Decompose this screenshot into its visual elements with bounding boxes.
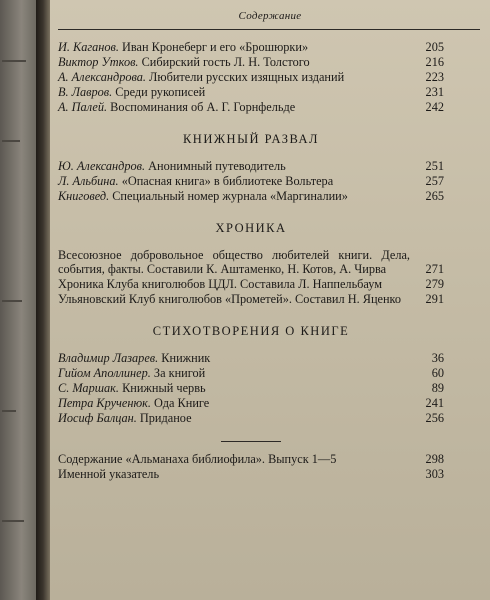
header-rule: [58, 29, 480, 30]
prev-page-line: [2, 60, 26, 62]
entry-title: Ульяновский Клуб книголюбов «Прометей». Составил Н. Яценко: [58, 292, 402, 306]
entry-author: Петра Крученюк.: [58, 396, 151, 410]
toc-entry: [58, 159, 444, 173]
section-title-stikhi: СТИХОТВОРЕНИЯ О КНИГЕ: [152, 324, 350, 338]
entry-author: А. Александрова.: [58, 70, 146, 84]
section-title-knizhny: КНИЖНЫЙ РАЗВАЛ: [182, 132, 320, 146]
entry-page: 89: [431, 381, 444, 395]
toc-entry: [58, 396, 444, 410]
prev-page-line: [2, 140, 20, 142]
page-header: Содержание: [238, 10, 302, 22]
entry-title: Всесоюзное добровольное общество любителей книги. Дела, события, факты. Составили К. Аштаменко, Н. Котов, А. Чирва: [58, 248, 410, 276]
toc-entry: [58, 100, 444, 114]
toc-entry: [58, 55, 444, 69]
book-gutter: [36, 0, 50, 600]
section-divider: [221, 441, 281, 442]
entry-page: 257: [425, 174, 444, 188]
entry-page: 303: [425, 467, 444, 481]
entry-page: 279: [425, 277, 444, 291]
prev-page-line: [2, 300, 22, 302]
entry-title: Воспоминания об А. Г. Горнфельде: [110, 100, 296, 114]
entry-title: Любители русских изящных изданий: [149, 70, 345, 84]
entry-page: 241: [425, 396, 444, 410]
entry-page: 251: [425, 159, 444, 173]
entry-title: Иван Кронеберг и его «Брошюрки»: [122, 40, 309, 54]
contents-list: [58, 40, 444, 482]
toc-entry: [58, 174, 444, 188]
toc-entry: [58, 452, 444, 466]
toc-entry: [58, 248, 444, 276]
prev-page-line: [2, 520, 24, 522]
entry-title: Приданое: [139, 411, 192, 425]
toc-entry: [58, 351, 444, 365]
entry-title: Анонимный путеводитель: [148, 159, 286, 173]
toc-entry: [58, 411, 444, 425]
entry-page: 231: [425, 85, 444, 99]
entry-author: Ю. Александров.: [58, 159, 146, 173]
entry-author: И. Каганов.: [58, 40, 119, 54]
entry-title: Среди рукописей: [115, 85, 206, 99]
entry-page: 36: [431, 351, 444, 365]
entry-title: Ода Книге: [154, 396, 210, 410]
toc-entry: [58, 85, 444, 99]
entry-page: 216: [425, 55, 444, 69]
toc-entry: [58, 189, 444, 203]
entry-page: 223: [425, 70, 444, 84]
entry-title: Книжник: [161, 351, 211, 365]
entry-title: За книгой: [153, 366, 206, 380]
entry-author: Виктор Утков.: [58, 55, 139, 69]
entry-page: 265: [425, 189, 444, 203]
contents-page: [50, 0, 490, 600]
entry-page: 298: [425, 452, 444, 466]
prev-page-line: [2, 410, 16, 412]
entry-title: «Опасная книга» в библиотеке Вольтера: [121, 174, 334, 188]
toc-entry: [58, 277, 444, 291]
entry-title: Хроника Клуба книголюбов ЦДЛ. Составила Л. Наппельбаум: [58, 277, 383, 291]
toc-entry: [58, 292, 444, 306]
entry-title: Книжный червь: [122, 381, 206, 395]
entry-title: Содержание «Альманаха библиофила». Выпуск 1—5: [58, 452, 337, 466]
entry-page: 242: [425, 100, 444, 114]
toc-entry: [58, 40, 444, 54]
previous-page-edge: [0, 0, 36, 600]
entry-author: Л. Альбина.: [58, 174, 119, 188]
entry-title: Именной указатель: [58, 467, 160, 481]
entry-title: Специальный номер журнала «Маргиналии»: [112, 189, 348, 203]
entry-page: 256: [425, 411, 444, 425]
toc-entry: [58, 366, 444, 380]
toc-entry: [58, 381, 444, 395]
entry-page: 205: [425, 40, 444, 54]
entry-page: 291: [425, 292, 444, 306]
entry-author: Иосиф Балцан.: [58, 411, 137, 425]
entry-page: 60: [431, 366, 444, 380]
entry-author: В. Лавров.: [58, 85, 113, 99]
entry-author: С. Маршак.: [58, 381, 119, 395]
section-title-khronika: ХРОНИКА: [215, 221, 287, 235]
entry-author: А. Палей.: [58, 100, 108, 114]
entry-title: Сибирский гость Л. Н. Толстого: [141, 55, 310, 69]
entry-page: 271: [425, 262, 444, 276]
toc-entry: [58, 467, 444, 481]
entry-author: Книговед.: [58, 189, 110, 203]
entry-author: Владимир Лазарев.: [58, 351, 159, 365]
entry-author: Гийом Аполлинер.: [58, 366, 151, 380]
toc-entry: [58, 70, 444, 84]
